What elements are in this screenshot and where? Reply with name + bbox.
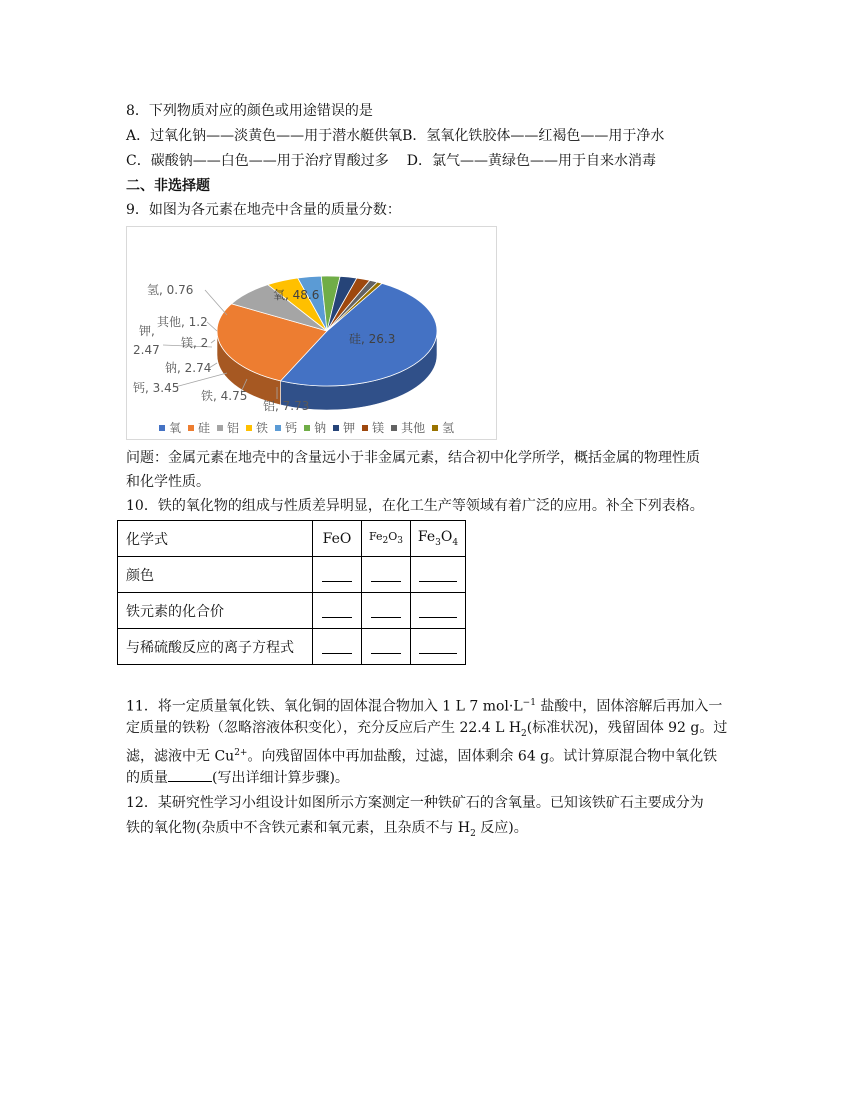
q11-line2: 定质量的铁粉（忽略溶液体积变化），充分反应后产生 22.4 L $H_2$(标准状况)，残留固体 92 g。过 — [126, 720, 728, 739]
data-label-6: 钾, — [139, 324, 155, 338]
answer-blank[interactable] — [362, 593, 411, 629]
legend-swatch — [188, 425, 194, 431]
legend-item-硅 — [188, 419, 210, 436]
legend-item-铝 — [217, 419, 239, 436]
q11-line1: 11．将一定质量氧化铁、氧化铜的固体混合物加入 1 L 7 $mol\cdot L^{-1}$ 盐酸中，固体溶解后再加入一 — [126, 698, 723, 715]
data-label-1: 硅, 26.3 — [349, 332, 396, 346]
table-row — [118, 629, 466, 665]
legend-item-钠 — [304, 419, 326, 436]
legend-swatch — [432, 425, 438, 431]
q8-option-ab — [126, 125, 664, 147]
legend-label: 钙 — [285, 421, 298, 435]
pie-chart — [126, 226, 497, 440]
table-row-equation-label: 与稀硫酸反应的离子方程式 — [118, 629, 313, 665]
table-row-color-label: 颜色 — [118, 557, 313, 593]
answer-blank[interactable] — [411, 557, 466, 593]
q8-option-a: A．过氧化钠——淡黄色——用于潜水艇供氧 — [126, 128, 403, 144]
q8-option-d: D．氯气——黄绿色——用于自来水消毒 — [406, 153, 656, 169]
data-label-8: 镁, 2 — [181, 336, 209, 350]
q8-option-b: B．氢氧化铁胶体——红褐色——用于净水 — [402, 128, 665, 144]
q8-option-c: C．碳酸钠——白色——用于治疗胃酸过多 — [126, 153, 389, 169]
answer-blank[interactable] — [168, 767, 212, 782]
legend-label: 氧 — [169, 421, 182, 435]
q12-line1: 12．某研究性学习小组设计如图所示方案测定一种铁矿石的含氧量。已知该铁矿石主要成分为 — [126, 795, 704, 811]
legend-item-铁 — [246, 419, 268, 436]
legend-item-镁 — [362, 419, 384, 436]
table-row — [118, 557, 466, 593]
data-label-2: 铝, 7.73 — [263, 399, 310, 413]
data-label-7: 2.47 — [133, 343, 160, 357]
q11-line4: 的质量 (写出详细计算步骤)。 — [126, 767, 349, 789]
data-label-10: 氢, 0.76 — [147, 283, 194, 297]
answer-blank[interactable] — [411, 629, 466, 665]
data-label-5: 钠, 2.74 — [165, 361, 212, 375]
data-label-3: 铁, 4.75 — [201, 389, 248, 403]
table-header-fe2o3: $Fe_2O_3$ — [362, 521, 411, 557]
legend-item-其他 — [391, 419, 425, 436]
legend-swatch — [275, 425, 281, 431]
answer-blank[interactable] — [313, 557, 362, 593]
leader-line-钙 — [175, 373, 227, 387]
legend-item-氢 — [432, 419, 454, 436]
q9-stem: 9．如图为各元素在地壳中含量的质量分数： — [126, 202, 401, 218]
legend-label: 氢 — [442, 421, 455, 435]
leader-line-镁 — [211, 340, 215, 343]
leader-line-氢 — [205, 290, 227, 315]
legend-label: 硅 — [198, 421, 211, 435]
answer-blank[interactable] — [411, 593, 466, 629]
answer-blank[interactable] — [362, 629, 411, 665]
legend-item-氧 — [159, 419, 181, 436]
q10-stem: 10．铁的氧化物的组成与性质差异明显，在化工生产等领域有着广泛的应用。补全下列表格。 — [126, 498, 704, 514]
chart-legend — [159, 419, 461, 436]
pie-top-layer — [217, 276, 437, 386]
q8-option-cd — [126, 150, 656, 172]
legend-label: 钠 — [314, 421, 327, 435]
table-row — [118, 593, 466, 629]
legend-swatch — [391, 425, 397, 431]
legend-swatch — [304, 425, 310, 431]
data-label-9: 其他, 1.2 — [157, 315, 208, 329]
table-header-row — [118, 521, 466, 557]
legend-label: 铁 — [256, 421, 269, 435]
q9-question-line1: 问题：金属元素在地壳中的含量远小于非金属元素，结合初中化学所学，概括金属的物理性质 — [126, 450, 700, 466]
legend-swatch — [246, 425, 252, 431]
legend-label: 其他 — [401, 421, 426, 435]
pie-chart-svg — [127, 227, 498, 441]
table-row-valence-label: 铁元素的化合价 — [118, 593, 313, 629]
legend-item-钾 — [333, 419, 355, 436]
q8-stem: 8．下列物质对应的颜色或用途错误的是 — [126, 103, 373, 119]
legend-label: 钾 — [343, 421, 356, 435]
legend-label: 铝 — [227, 421, 240, 435]
table-header-feo: FeO — [313, 521, 362, 557]
q12-line2: 铁的氧化物(杂质中不含铁元素和氧元素，且杂质不与 $H_2$ 反应)。 — [126, 820, 528, 839]
section2-title: 二、非选择题 — [126, 178, 210, 194]
legend-swatch — [217, 425, 223, 431]
answer-blank[interactable] — [313, 593, 362, 629]
data-label-0: 氧, 48.6 — [273, 288, 320, 302]
leader-line-其他 — [207, 322, 217, 331]
table-header-fe3o4: $Fe_3O_4$ — [411, 521, 466, 557]
answer-blank[interactable] — [362, 557, 411, 593]
legend-swatch — [333, 425, 339, 431]
legend-swatch — [362, 425, 368, 431]
iron-oxide-table — [117, 520, 466, 665]
data-label-4: 钙, 3.45 — [133, 381, 180, 395]
legend-item-钙 — [275, 419, 297, 436]
q11-line3: 滤，滤液中无 $Cu^{2+}$。向残留固体中再加盐酸，过滤，固体剩余 64 g。试计算原混合物中氧化铁 — [126, 748, 718, 765]
legend-swatch — [159, 425, 165, 431]
answer-blank[interactable] — [313, 629, 362, 665]
legend-label: 镁 — [372, 421, 385, 435]
table-header-formula: 化学式 — [118, 521, 313, 557]
q9-question-line2: 和化学性质。 — [126, 474, 210, 490]
